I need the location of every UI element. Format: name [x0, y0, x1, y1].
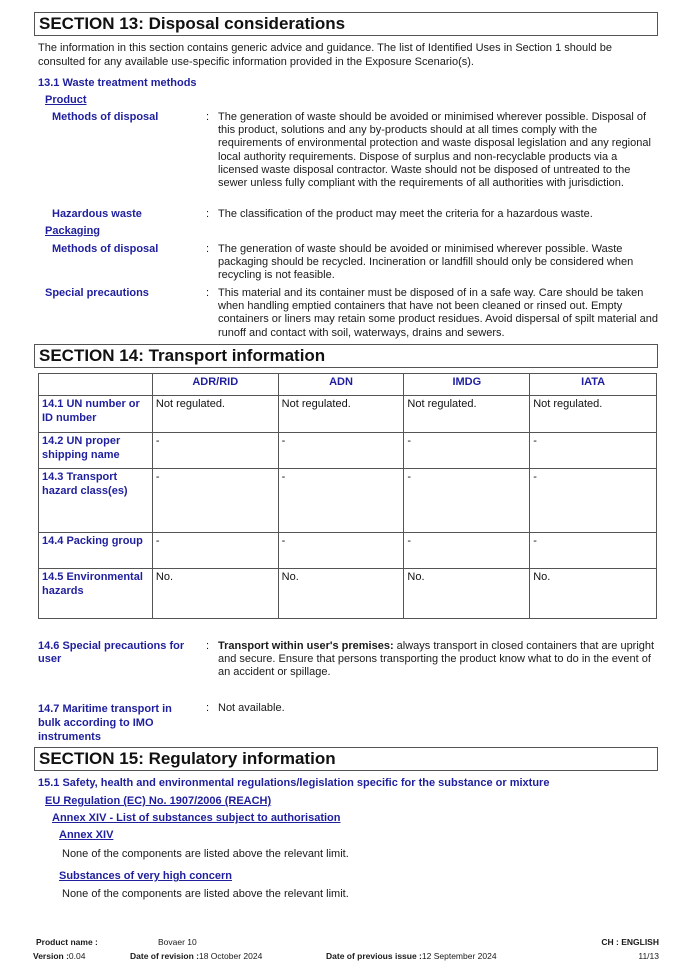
table-cell: - — [152, 433, 278, 469]
colon: : — [206, 640, 210, 652]
colon: : — [206, 111, 210, 123]
table-cell: Not regulated. — [530, 396, 657, 433]
table-cell: Not regulated. — [404, 396, 530, 433]
annex-xiv-link: Annex XIV — [59, 829, 114, 841]
table-cell: - — [530, 433, 657, 469]
table-cell: No. — [152, 569, 278, 619]
footer-page-number: 11/13 — [638, 951, 659, 961]
colon: : — [206, 243, 210, 255]
table-header-row — [39, 374, 657, 396]
table-cell: No. — [404, 569, 530, 619]
maritime-transport-text: Not available. — [218, 702, 285, 714]
footer-previous-issue: Date of previous issue :12 September 2024 — [326, 951, 497, 961]
table-cell: - — [278, 469, 404, 533]
packaging-methods-label: Methods of disposal — [52, 243, 159, 255]
table-cell: - — [530, 533, 657, 569]
table-header: IMDG — [404, 374, 530, 396]
table-cell: Not regulated. — [152, 396, 278, 433]
bold-lead: Transport within user's premises: — [218, 640, 394, 652]
hazardous-waste-text: The classification of the product may meet the criteria for a hazardous waste. — [218, 208, 593, 220]
row-label: 14.2 UN proper shipping name — [39, 433, 153, 469]
special-precautions-user-text — [218, 640, 658, 680]
table-row — [39, 569, 657, 619]
subsection-13-1: 13.1 Waste treatment methods — [38, 77, 197, 89]
table-cell: No. — [278, 569, 404, 619]
section-14-header: SECTION 14: Transport information — [34, 344, 658, 368]
svhc-text: None of the components are listed above the relevant limit. — [62, 888, 349, 900]
table-cell: - — [404, 433, 530, 469]
table-cell: - — [152, 469, 278, 533]
annex-list-link: Annex XIV - List of substances subject to authorisation — [52, 812, 341, 824]
table-cell: Not regulated. — [278, 396, 404, 433]
row-label: 14.1 UN number or ID number — [39, 396, 153, 433]
table-cell: - — [278, 433, 404, 469]
row-label: 14.4 Packing group — [39, 533, 153, 569]
colon: : — [206, 287, 210, 299]
table-cell: - — [278, 533, 404, 569]
table-row — [39, 433, 657, 469]
table-cell: - — [404, 533, 530, 569]
special-user-body: always transport in closed containers that are upright and secure. Ensure that persons transporting the product know what to do in the event of an accident or spillage. — [218, 640, 655, 679]
footer-revision: Date of revision :18 October 2024 — [130, 951, 263, 961]
maritime-transport-label: 14.7 Maritime transport in bulk according to IMO instruments — [38, 703, 172, 743]
special-precautions-label: Special precautions — [45, 287, 149, 299]
table-header: IATA — [530, 374, 657, 396]
section-13-intro: The information in this section contains generic advice and guidance. The list of Identified Uses in Section 1 should be consulted for any available use-specific information provided in the Exposure Scenario(s). — [38, 42, 612, 68]
colon: : — [206, 702, 210, 714]
svhc-link: Substances of very high concern — [59, 870, 232, 882]
table-cell: - — [152, 533, 278, 569]
subsection-15-1: 15.1 Safety, health and environmental regulations/legislation specific for the substance or mixture — [38, 777, 550, 789]
row-label: 14.3 Transport hazard class(es) — [39, 469, 153, 533]
table-header: ADR/RID — [152, 374, 278, 396]
row-label: 14.5 Environmental hazards — [39, 569, 153, 619]
table-row — [39, 533, 657, 569]
product-methods-label: Methods of disposal — [52, 111, 159, 123]
table-cell: No. — [530, 569, 657, 619]
table-cell: - — [404, 469, 530, 533]
special-precautions-text: This material and its container must be disposed of in a safe way. Care should be taken when handling emptied containers that have not been cleaned or rinsed out. Empty containers or liners may retain some product residues. Avoid dispersal of spilt material and runoff and contact with soil, waterways, drains and sewers. — [218, 287, 659, 339]
packaging-heading: Packaging — [45, 225, 101, 237]
table-header — [39, 374, 153, 396]
footer-product-name: Bovaer 10 — [158, 937, 197, 947]
table-row — [39, 469, 657, 533]
section-13-header: SECTION 13: Disposal considerations — [34, 12, 658, 36]
section-15-header: SECTION 15: Regulatory information — [34, 747, 658, 771]
special-precautions-user-label: 14.6 Special precautions for user — [38, 640, 185, 665]
eu-regulation-link: EU Regulation (EC) No. 1907/2006 (REACH) — [45, 795, 272, 807]
product-heading: Product — [45, 94, 87, 106]
hazardous-waste-label: Hazardous waste — [52, 208, 142, 220]
colon: : — [206, 208, 210, 220]
packaging-methods-text: The generation of waste should be avoided or minimised wherever possible. Waste packaging should be recycled. Incineration or landfill should only be considered when recycling is not feasible. — [218, 243, 634, 282]
annex-xiv-text: None of the components are listed above the relevant limit. — [62, 848, 349, 860]
table-row — [39, 396, 657, 433]
footer-version: Version :0.04 — [33, 951, 86, 961]
footer-product-name-label: Product name : — [36, 937, 98, 947]
product-methods-text: The generation of waste should be avoided or minimised wherever possible. Disposal of this product, solutions and any by-products should at all times comply with the requirements of environmental protection and waste disposal legislation and any regional local authority requirements. Dispose of surplus and non-recyclable products via a licensed waste disposal contractor. Waste should not be disposed of untreated to the sewer unless fully compliant with the requirements of all authorities with jurisdiction. — [218, 111, 651, 190]
footer-locale: CH : ENGLISH — [601, 937, 659, 947]
table-header: ADN — [278, 374, 404, 396]
transport-table — [38, 373, 657, 619]
table-cell: - — [530, 469, 657, 533]
